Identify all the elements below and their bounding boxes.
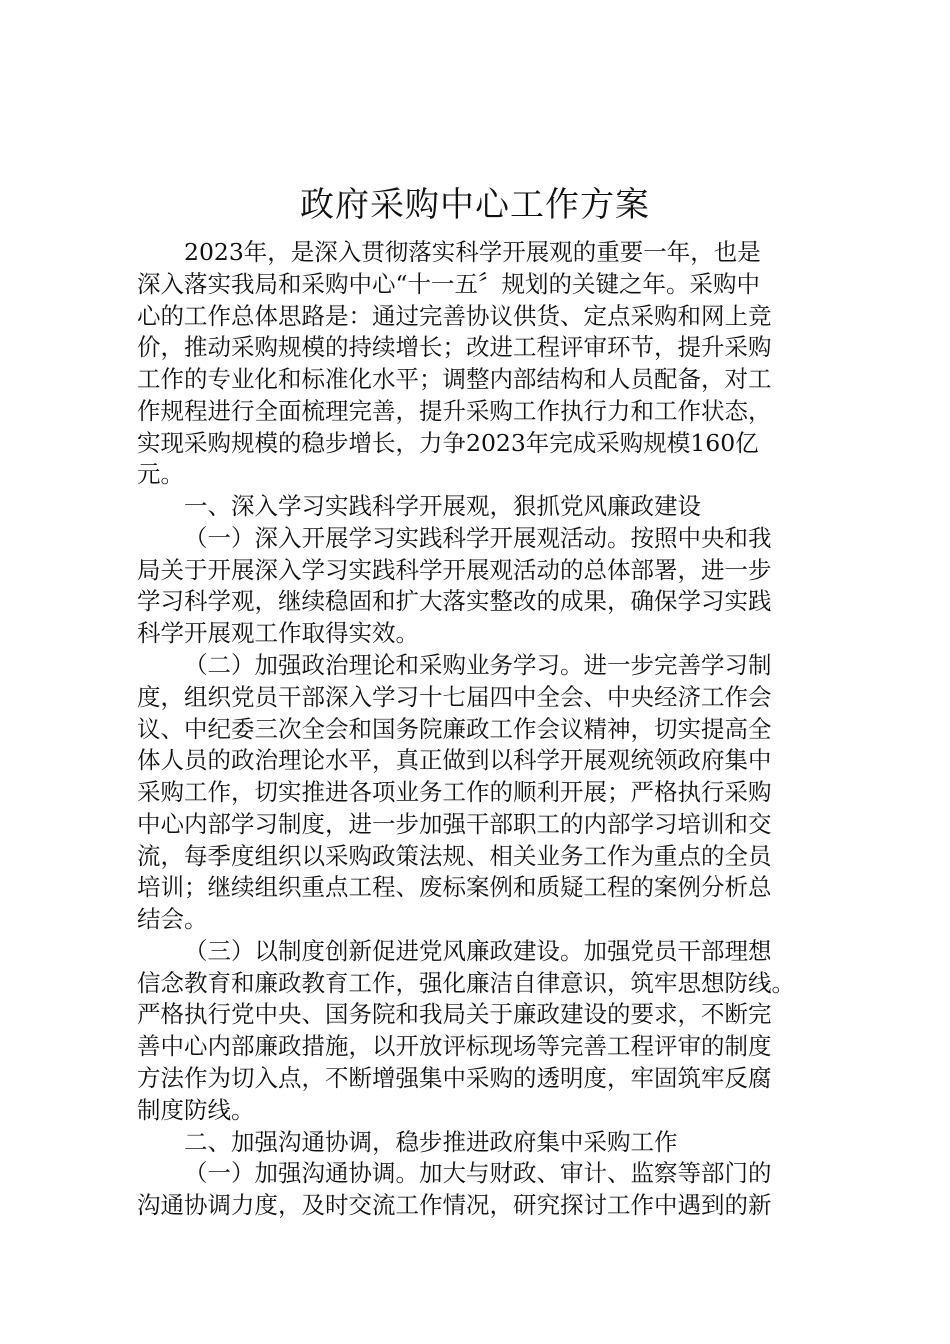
body-line: 2023年，是深入贯彻落实科学开展观的重要一年，也是: [184, 238, 761, 266]
body-line: （二）加强政治理论和采购业务学习。进一步完善学习制: [184, 651, 772, 679]
body-line: （三）以制度创新促进党风廉政建设。加强党员干部理想: [184, 937, 772, 965]
body-line: 结会。: [137, 905, 208, 933]
body-line: 心的工作总体思路是：通过完善协议供货、定点采购和网上竞: [137, 302, 772, 330]
body-line: 严格执行党中央、国务院和我局关于廉政建设的要求，不断完: [137, 1000, 772, 1028]
body-line: 中心内部学习制度，进一步加强干部职工的内部学习培训和交: [137, 810, 772, 838]
body-line: 价，推动采购规模的持续增长；改进工程评审环节，提升采购: [137, 333, 772, 361]
body-line: 作规程进行全面梳理完善，提升采购工作执行力和工作状态，: [137, 397, 772, 425]
body-line: 议、中纪委三次全会和国务院廉政工作会议精神，切实提高全: [137, 715, 772, 743]
body-line: 培训；继续组织重点工程、废标案例和质疑工程的案例分析总: [137, 873, 772, 901]
body-line: （一）深入开展学习实践科学开展观活动。按照中央和我: [184, 524, 772, 552]
body-line: 深入落实我局和采购中心“十一五〞规划的关键之年。采购中: [137, 270, 761, 298]
section-heading: 二、加强沟通协调，稳步推进政府集中采购工作: [184, 1128, 678, 1156]
body-line: 局关于开展深入学习实践科学开展观活动的总体部署，进一步: [137, 556, 772, 584]
body-line: 制度防线。: [137, 1096, 255, 1124]
document-title: 政府采购中心工作方案: [300, 185, 650, 225]
body-line: 元。: [137, 460, 184, 488]
body-line: 科学开展观工作取得实效。: [137, 619, 419, 647]
body-line: 学习科学观，继续稳固和扩大落实整改的成果，确保学习实践: [137, 587, 772, 615]
body-line: 工作的专业化和标准化水平；调整内部结构和人员配备，对工: [137, 365, 772, 393]
body-line: 实现采购规模的稳步增长，力争2023年完成采购规模160亿: [137, 429, 759, 457]
section-heading: 一、深入学习实践科学开展观，狠抓党风廉政建设: [184, 492, 701, 520]
body-line: 体人员的政治理论水平，真正做到以科学开展观统领政府集中: [137, 746, 772, 774]
body-line: 方法作为切入点，不断增强集中采购的透明度，牢固筑牢反腐: [137, 1064, 772, 1092]
body-line: 沟通协调力度，及时交流工作情况，研究探讨工作中遇到的新: [137, 1191, 772, 1219]
body-line: 度，组织党员干部深入学习十七届四中全会、中央经济工作会: [137, 683, 772, 711]
body-line: 流，每季度组织以采购政策法规、相关业务工作为重点的全员: [137, 842, 772, 870]
body-line: 善中心内部廉政措施，以开放评标现场等完善工程评审的制度: [137, 1032, 772, 1060]
body-line: （一）加强沟通协调。加大与财政、审计、监察等部门的: [184, 1159, 772, 1187]
body-line: 采购工作，切实推进各项业务工作的顺利开展；严格执行采购: [137, 778, 772, 806]
body-line: 信念教育和廉政教育工作，强化廉洁自律意识，筑牢思想防线。: [137, 969, 795, 997]
